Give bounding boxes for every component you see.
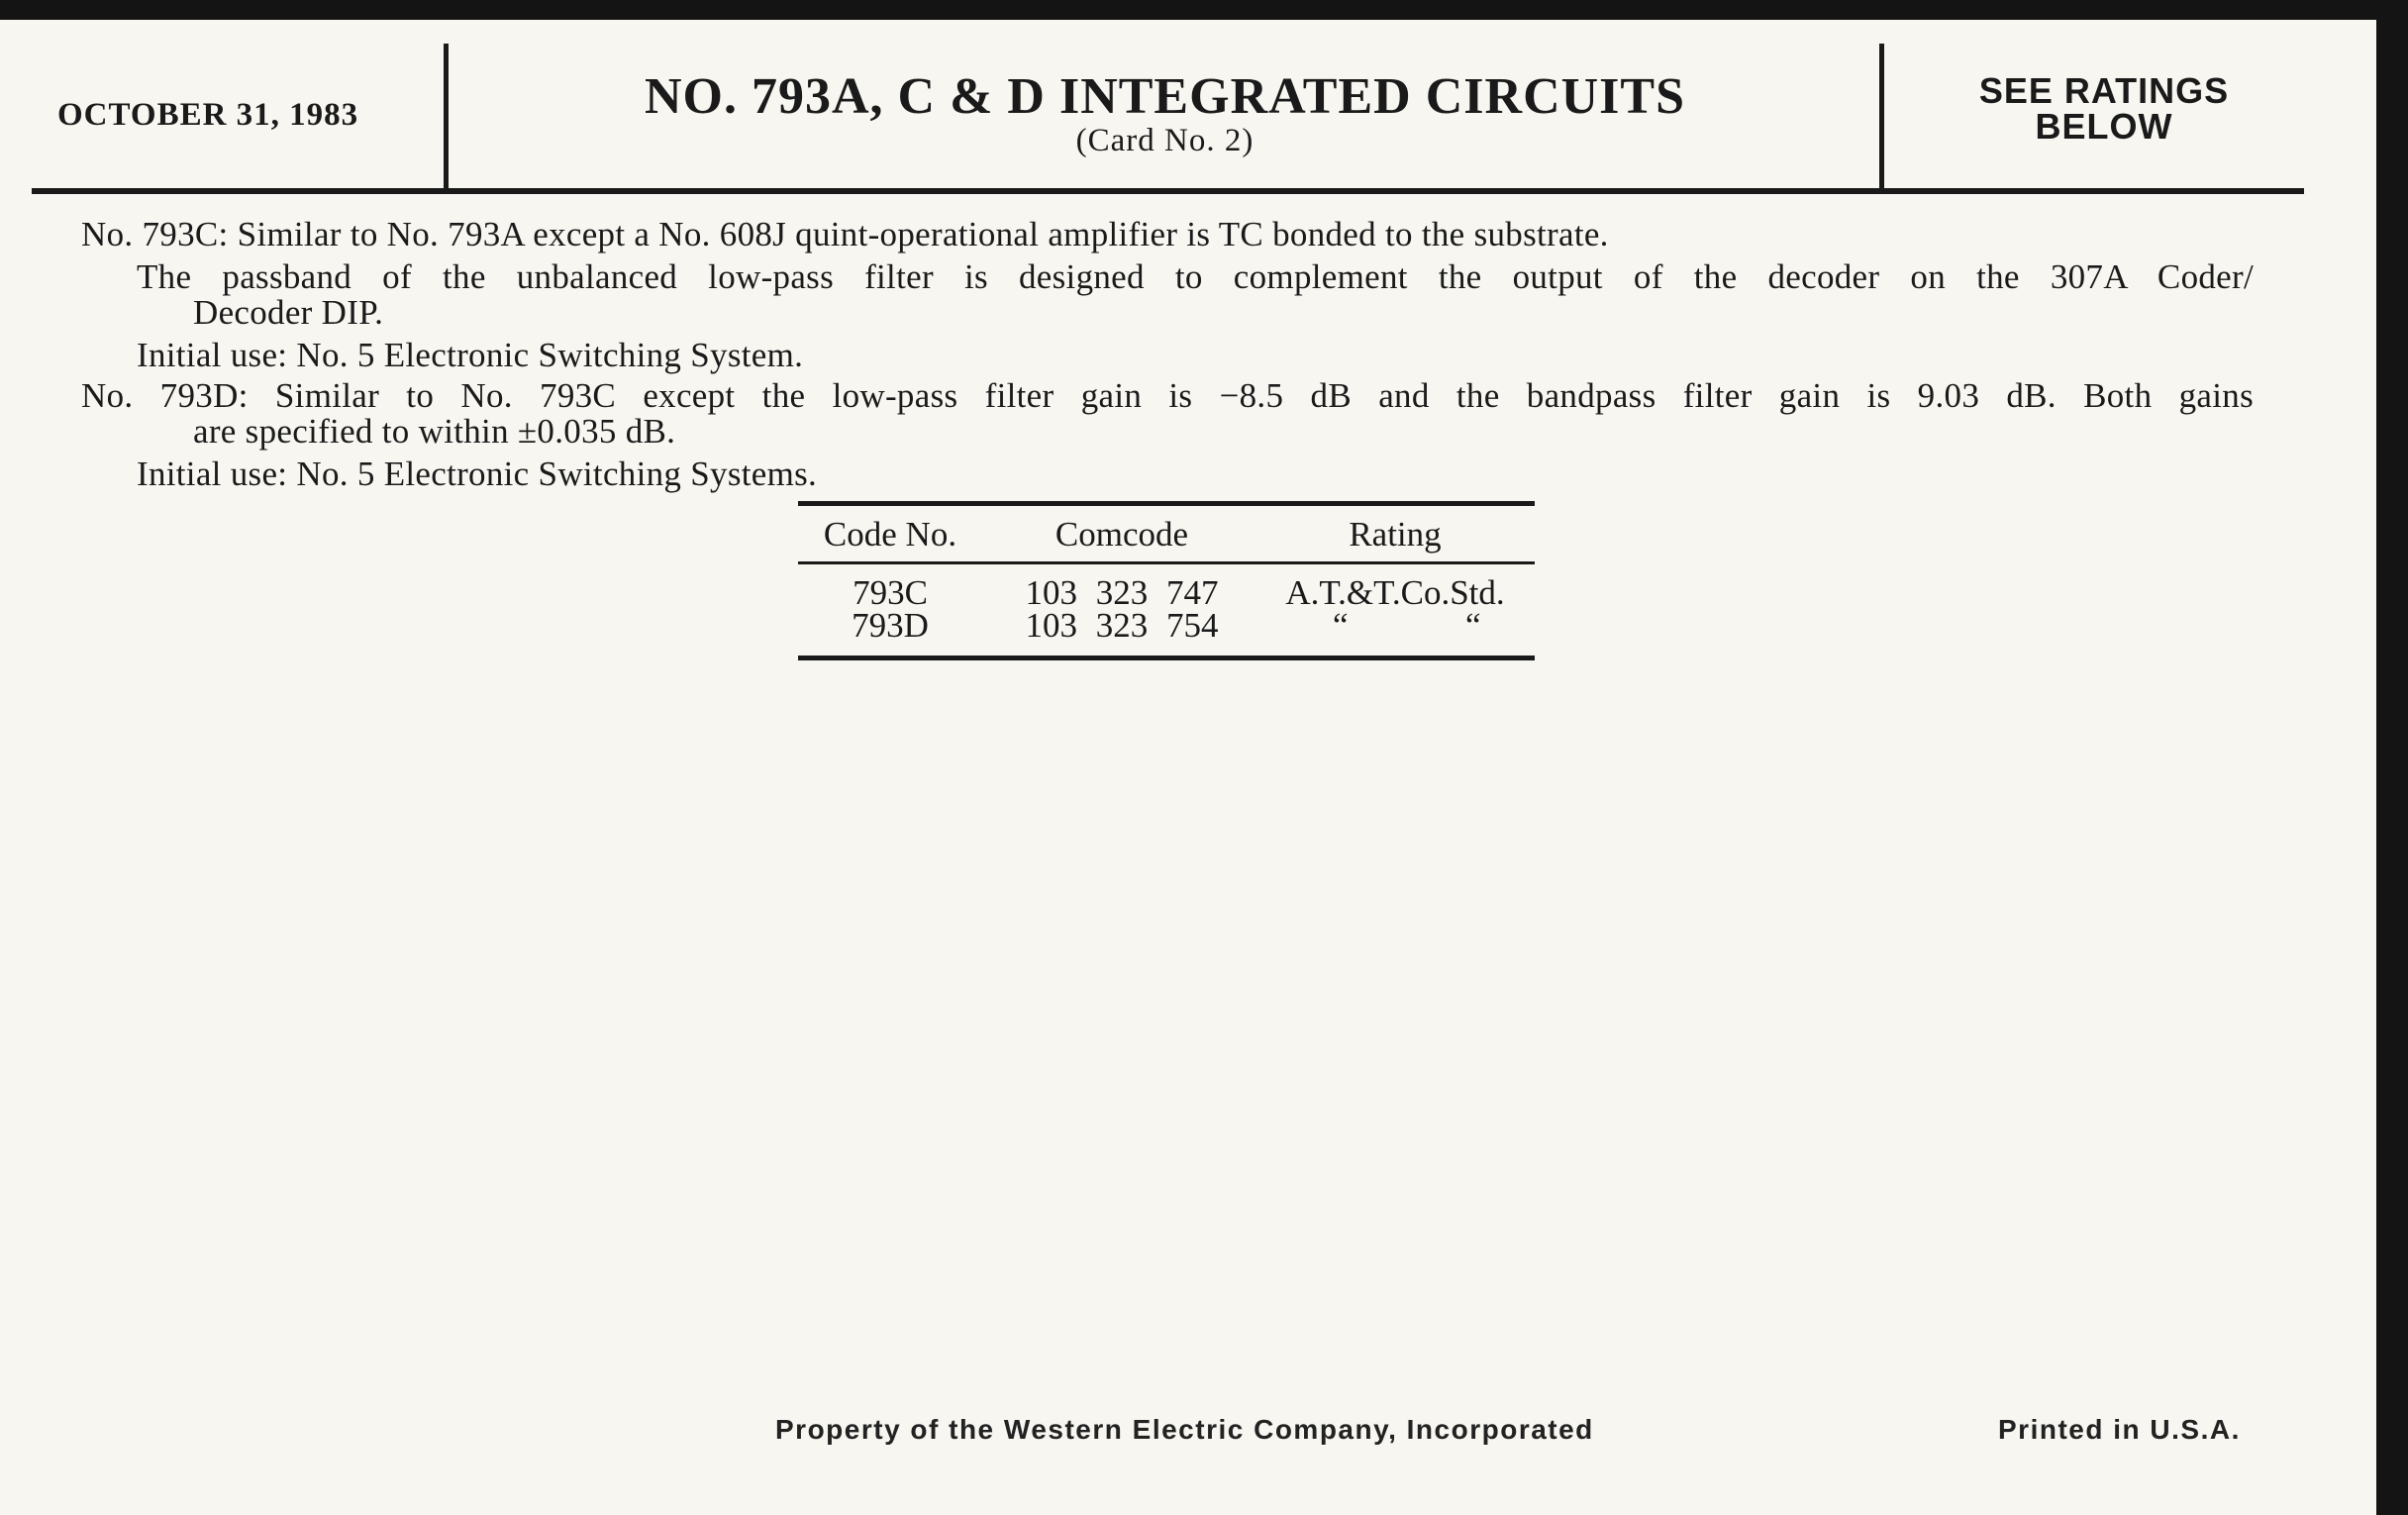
table-cell-rating-ditto-2: “ (1465, 606, 1481, 645)
rating-note-line1: SEE RATINGS (1978, 70, 2230, 111)
table-header-code-no: Code No. (823, 515, 957, 554)
table-header-comcode: Comcode (1054, 515, 1189, 554)
table-rule-bottom (798, 656, 1535, 660)
table-cell-code: 793D (852, 606, 929, 645)
footer-property: Property of the Western Electric Company, Incorporated (775, 1414, 1594, 1445)
header-rating-note (1886, 70, 2322, 147)
header-date: OCTOBER 31, 1983 (57, 97, 359, 133)
table-rule-header (798, 561, 1535, 564)
scan-border-right (2376, 0, 2408, 1515)
footer-printed: Printed in U.S.A. (1998, 1414, 2241, 1445)
header-divider-left (444, 44, 449, 190)
paragraph-passband-line2: Decoder DIP. (193, 293, 384, 332)
paragraph-793d-line1: No. 793D: Similar to No. 793C except the low-pass filter gain is −8.5 dB and the bandpass filter gain is 9.03 dB. Both gains (81, 376, 2254, 415)
header-rule (32, 188, 2304, 194)
paragraph-793c: No. 793C: Similar to No. 793A except a No. 608J quint-operational amplifier is TC bonded to the substrate. (81, 215, 1609, 253)
table-cell-rating-ditto: “ (1333, 606, 1349, 645)
table-rule-top (798, 501, 1535, 506)
paragraph-793d-line2: are specified to within ±0.035 dB. (193, 412, 676, 451)
table-cell-comcode: 103 323 754 (1025, 606, 1219, 645)
rating-note-line2: BELOW (2035, 106, 2173, 147)
header-divider-right (1879, 44, 1884, 192)
table-header-rating: Rating (1349, 515, 1442, 554)
paragraph-passband-line1: The passband of the unbalanced low-pass filter is designed to complement the output of the decoder on the 307A Coder/ (137, 257, 2254, 296)
table-cell-comcode: 103 323 747 (1025, 573, 1219, 612)
paragraph-initial-use-793c: Initial use: No. 5 Electronic Switching System. (137, 336, 804, 374)
scan-border-top (0, 0, 2408, 20)
page-subtitle: (Card No. 2) (1075, 123, 1254, 158)
table-cell-code: 793C (853, 573, 928, 612)
table-cell-rating: A.T.&T.Co.Std. (1285, 573, 1505, 612)
page-title: NO. 793A, C & D INTEGRATED CIRCUITS (644, 68, 1686, 125)
paragraph-initial-use-793d: Initial use: No. 5 Electronic Switching Systems. (137, 454, 818, 493)
